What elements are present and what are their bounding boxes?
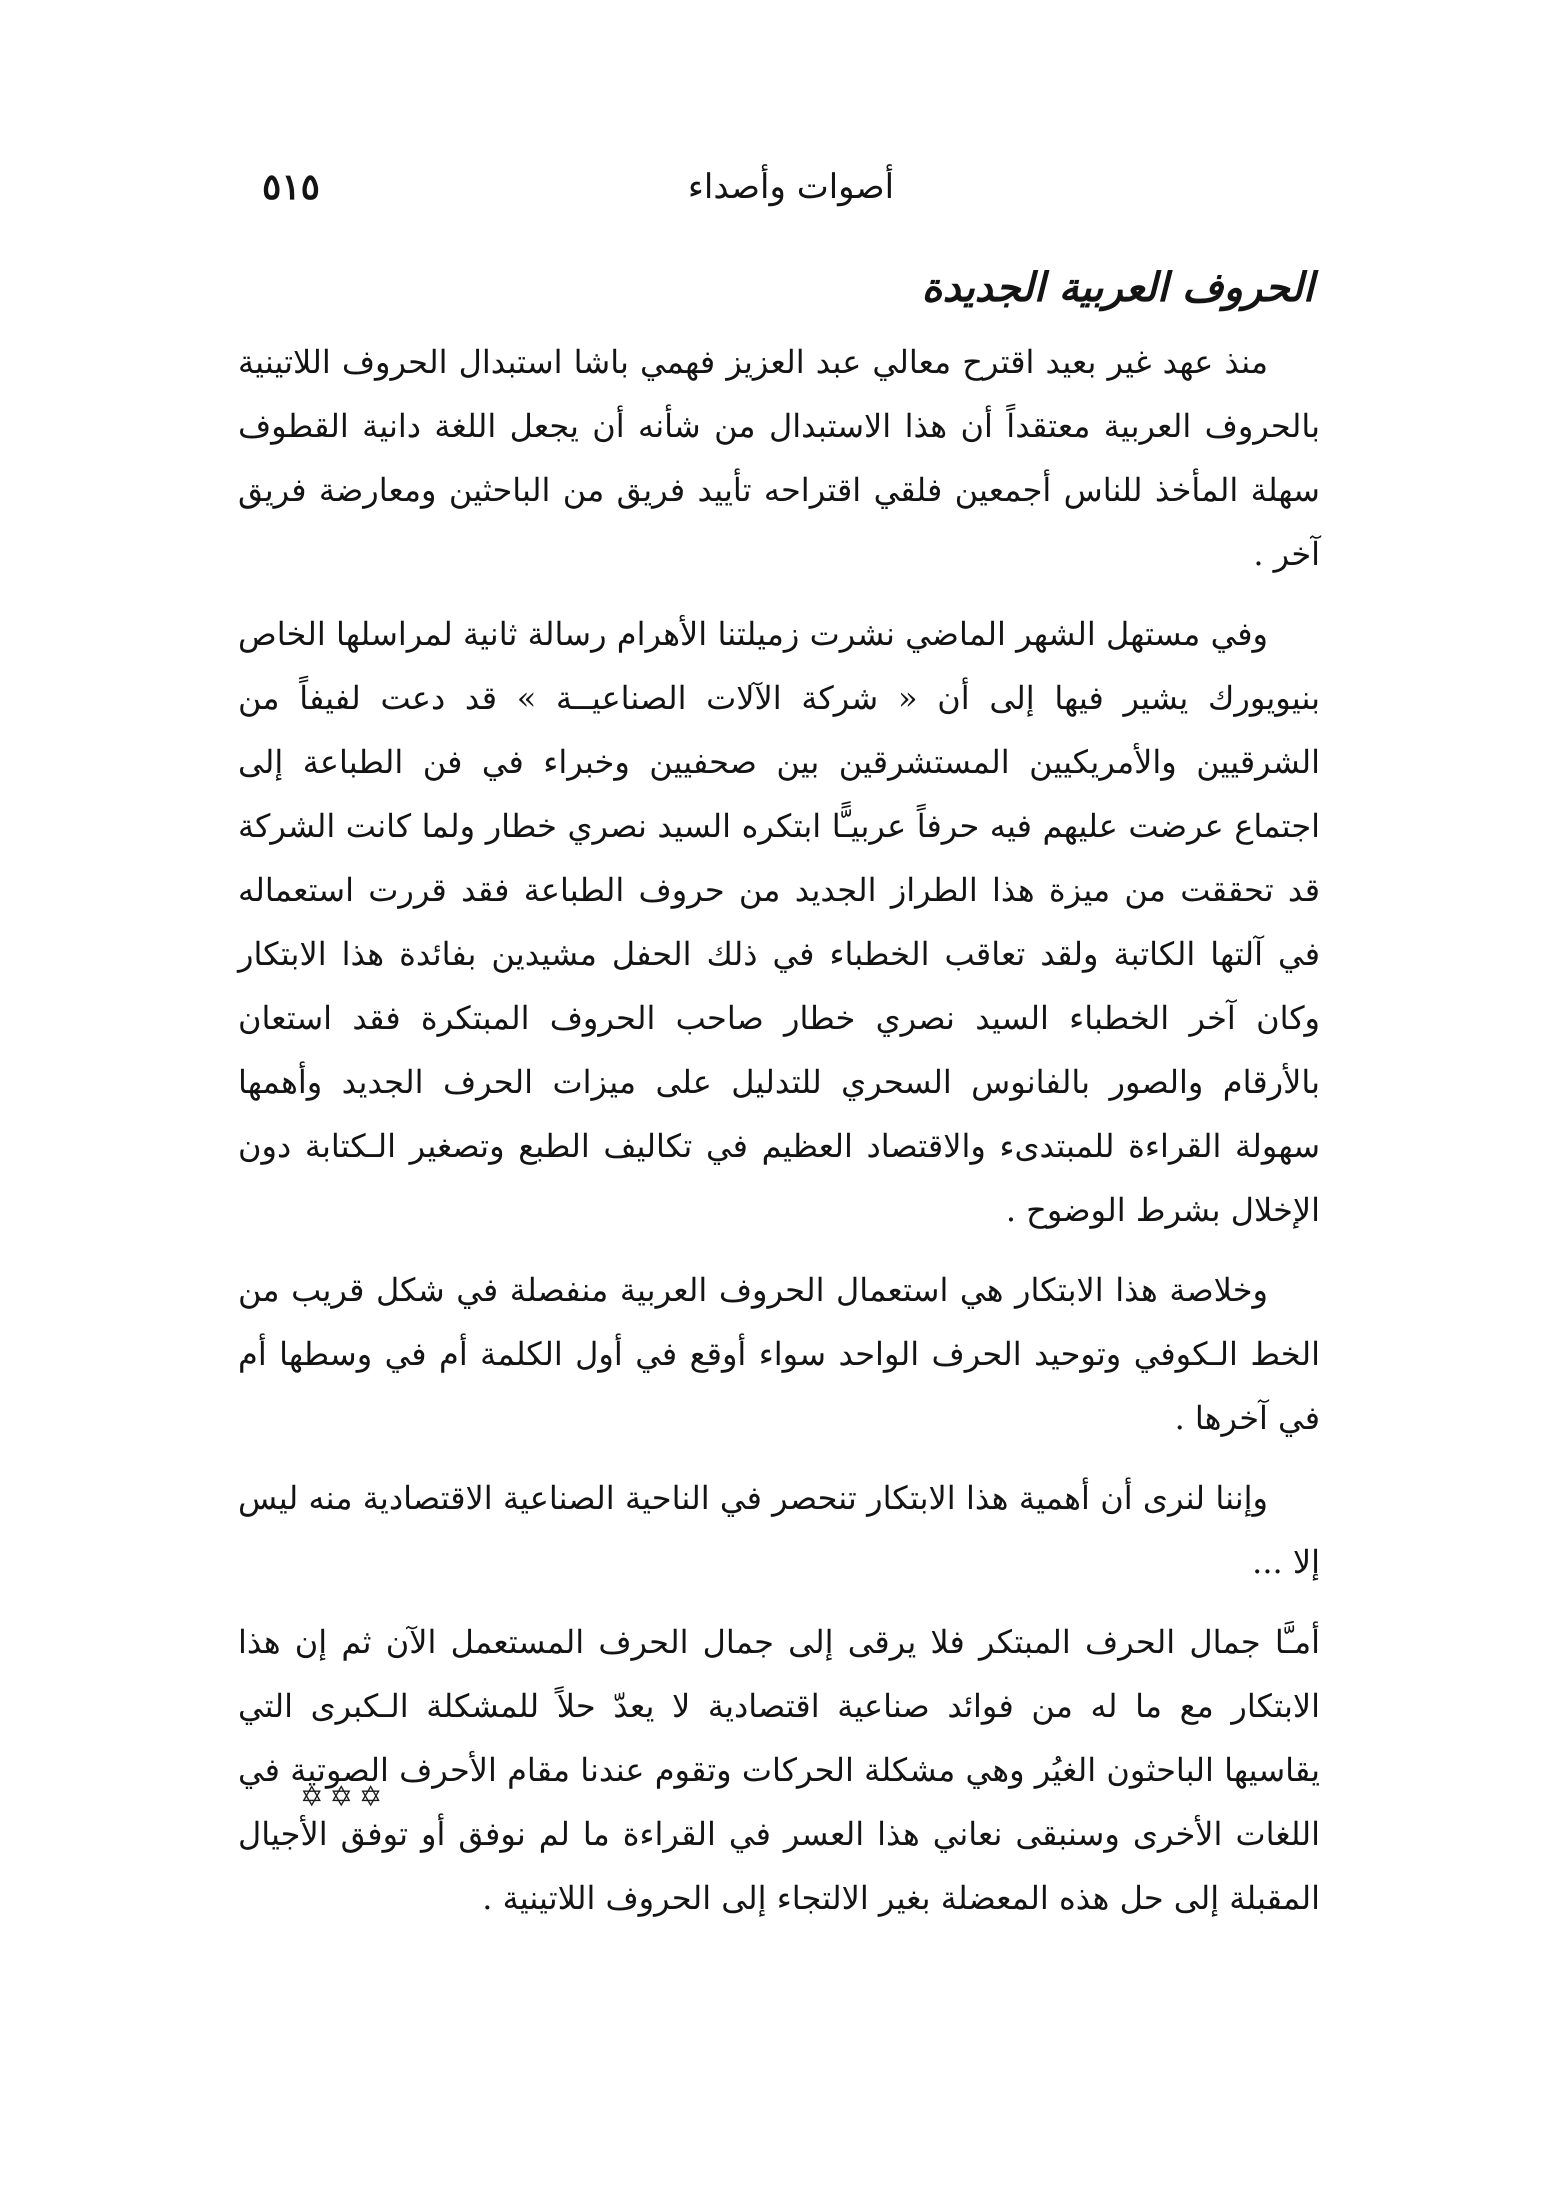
paragraph-1: منذ عهد غير بعيد اقترح معالي عبد العزيز فهمي باشا استبدال الحروف اللاتينية بالحروف العربية معتقداً أن هذا الاستبدال من شأنه أن يجعل اللغة دانية القطوف سهلة المأخذ للناس أجمعين فلقي اقتراحه تأييد فريق من الباحثين ومعارضة فريق آخر .: [238, 343, 1320, 573]
paragraph-5: أمـَّا جمال الحرف المبتكر فلا يرقى إلى جمال الحرف المستعمل الآن ثم إن هذا الابتكار مع ما له من فوائد صناعية اقتصادية لا يعدّ حلاً للمشكلة الـكبرى التي يقاسيها الباحثون الغيُر وهي مشكلة الحركات وتقوم عندنا مقام الأحرف الصوتية في اللغات الأخرى وسنبقى نعاني هذا العسر في القراءة ما لم نوفق أو توفق الأجيال المقبلة إلى حل هذه المعضلة بغير الالتجاء إلى الحروف اللاتينية .: [238, 1623, 1321, 1917]
running-header: [262, 162, 1320, 212]
running-title: أصوات وأصداء: [687, 167, 895, 207]
paragraph-2: وفي مستهل الشهر الماضي نشرت زميلتنا الأهرام رسالة ثانية لمراسلها الخاص بنيويورك يشير فيها إلى أن « شركة الآلات الصناعيــة » قد دعت لفيفاً من الشرقيين والأمريكيين المستشرقين بين صحفيين وخبراء في فن الطباعة إلى اجتماع عرضت عليهم فيه حرفاً عربيـًّا ابتكره السيد نصري خطار ولما كانت الشركة قد تحققت من ميزة هذا الطراز الجديد من حروف الطباعة فقد قررت استعماله في آلتها الكاتبة ولقد تعاقب الخطباء في ذلك الحفل مشيدين بفائدة هذا الابتكار وكان آخر الخطباء السيد نصري خطار صاحب الحروف المبتكرة فقد استعان بالأرقام والصور بالفانوس السحري للتدليل على ميزات الحرف الجديد وأهمها سهولة القراءة للمبتدىء والاقتصاد العظيم في تكاليف الطبع وتصغير الـكتابة دون الإخلال بشرط الوضوح .: [238, 615, 1320, 1229]
article-body: [238, 330, 1320, 1946]
paragraph-4: وإننا لنرى أن أهمية هذا الابتكار تنحصر في الناحية الصناعية الاقتصادية منه ليس إلا ...: [238, 1479, 1320, 1581]
article-title: الحروف العربية الجديدة: [921, 264, 1314, 311]
page-number: ٥١٥: [262, 166, 321, 208]
section-end-ornament: ✡✡✡: [300, 1780, 389, 1813]
paragraph-3: وخلاصة هذا الابتكار هي استعمال الحروف العربية منفصلة في شكل قريب من الخط الـكوفي وتوحيد الحرف الواحد سواء أوقع في أول الكلمة أم في وسطها أم في آخرها .: [238, 1271, 1320, 1437]
